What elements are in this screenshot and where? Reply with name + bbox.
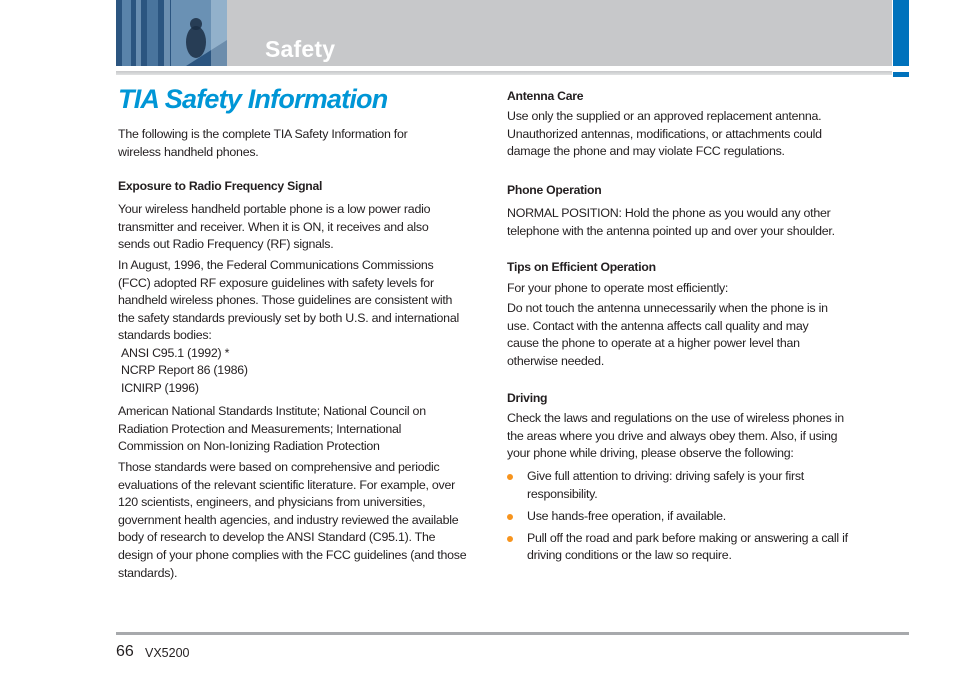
driving-bullets — [507, 468, 852, 570]
heading-antenna-care: Antenna Care — [507, 89, 584, 103]
standard-item: ANSI C95.1 (1992) * — [121, 346, 230, 360]
header-photo — [116, 0, 227, 66]
header-band — [116, 0, 892, 66]
page-title: TIA Safety Information — [118, 84, 388, 114]
header-rule — [116, 71, 892, 75]
heading-driving: Driving — [507, 391, 548, 405]
heading-phone-operation: Phone Operation — [507, 183, 602, 197]
footer-rule — [116, 632, 909, 635]
standard-item: ICNIRP (1996) — [121, 381, 199, 395]
section-tab-marker — [893, 72, 909, 77]
tips-paragraph: Do not touch the antenna unnecessarily when the phone is in use. Contact with the antenna affects call quality and may cause the phone to operate at a higher power level than otherwise needed. — [507, 301, 828, 368]
rf-paragraph-4: Those standards were based on comprehensive and periodic evaluations of the relevant scientific literature. For example, over 120 scientists, engineers, and physicians from universities, government health agencies, and industry reviewed the available body of research to develop the ANSI Standard (C95.1). The design of your phone complies with the FCC guidelines (and those standards). — [118, 460, 467, 580]
operation-paragraph: NORMAL POSITION: Hold the phone as you would any other telephone with the antenna pointed up and over your shoulder. — [507, 206, 835, 238]
bullet-dot-icon — [507, 536, 513, 542]
tips-intro: For your phone to operate most efficiently: — [507, 281, 729, 295]
driving-paragraph: Check the laws and regulations on the use of wireless phones in the areas where you drive and always obey them. Also, if using your phone while driving, please observe the following: — [507, 411, 844, 461]
rf-paragraph-3: American National Standards Institute; National Council on Radiation Protection and Measurements; International Commission on Non-Ionizing Radiation Protection — [118, 404, 426, 454]
section-tab — [893, 0, 909, 66]
bullet-dot-icon — [507, 474, 513, 480]
page-number: 66 — [116, 643, 134, 660]
list-item — [507, 508, 852, 526]
list-item — [507, 530, 852, 565]
model-name: VX5200 — [145, 646, 190, 660]
bullet-text: Give full attention to driving: driving safely is your first responsibility. — [527, 469, 804, 501]
section-title: Safety — [265, 36, 336, 62]
standard-item: NCRP Report 86 (1986) — [121, 363, 248, 377]
intro-paragraph: The following is the complete TIA Safety Information for wireless handheld phones. — [118, 127, 408, 159]
antenna-paragraph: Use only the supplied or an approved replacement antenna. Unauthorized antennas, modifications, or attachments could damage the phone and may violate FCC regulations. — [507, 109, 822, 159]
heading-efficient-operation: Tips on Efficient Operation — [507, 260, 656, 274]
rf-paragraph-1: Your wireless handheld portable phone is a low power radio transmitter and receiver. When it is ON, it receives and also sends out Radio Frequency (RF) signals. — [118, 202, 431, 252]
heading-rf-exposure: Exposure to Radio Frequency Signal — [118, 179, 323, 193]
rf-paragraph-2: In August, 1996, the Federal Communications Commissions (FCC) adopted RF exposure guidelines with safety levels for handheld wireless phones. Those guidelines are consistent with the safety standards previously set by both U.S. and international standards bodies: — [118, 258, 459, 343]
bullet-dot-icon — [507, 514, 513, 520]
bullet-text: Use hands-free operation, if available. — [527, 509, 726, 524]
list-item — [507, 468, 852, 503]
bullet-text: Pull off the road and park before making or answering a call if driving conditions or the law so require. — [527, 530, 848, 563]
